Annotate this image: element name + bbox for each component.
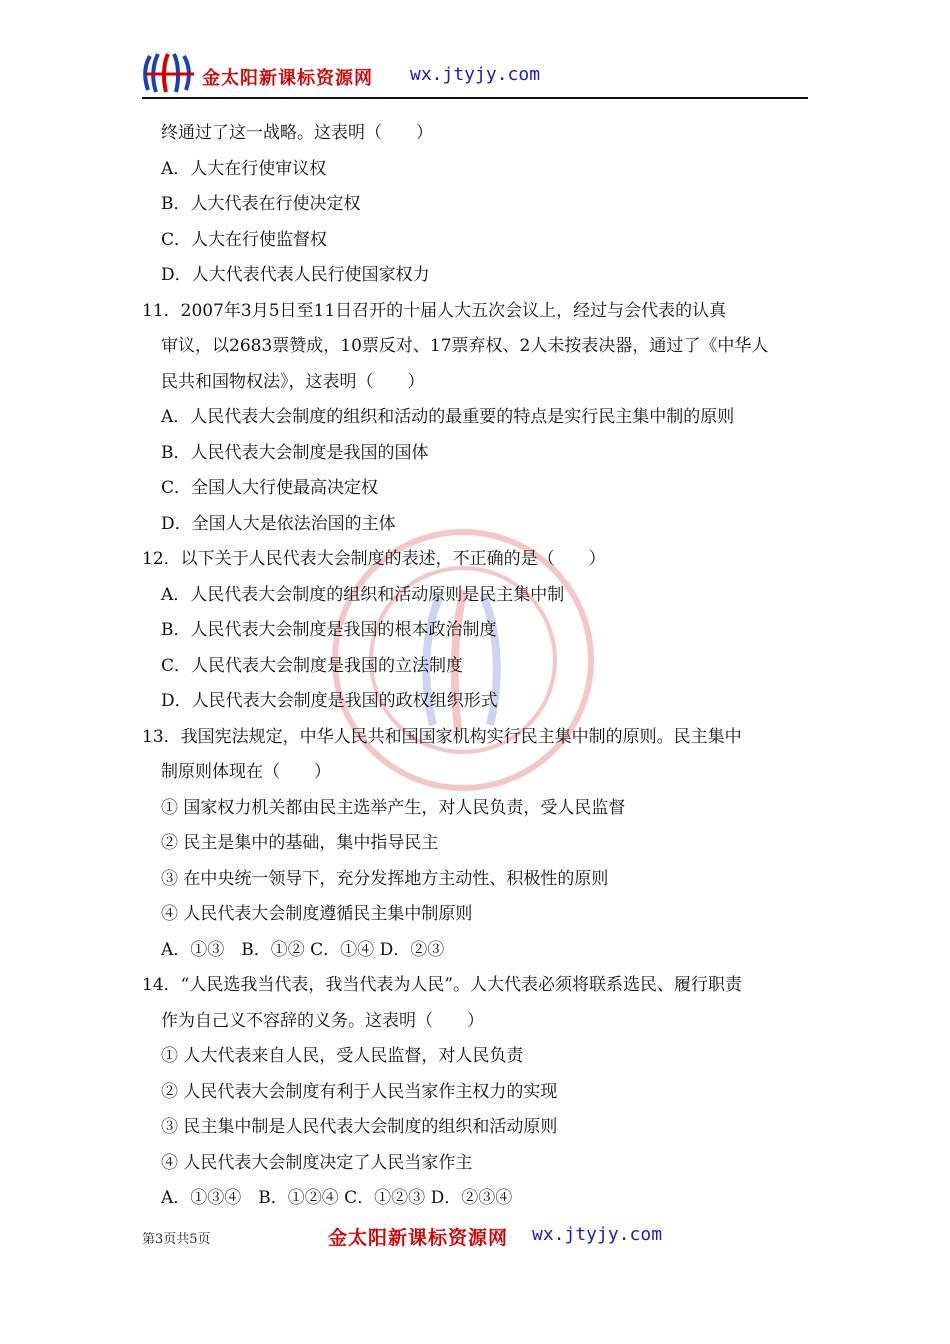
statement-line: ④ 人民代表大会制度遵循民主集中制原则 xyxy=(161,904,473,924)
option-line: D．人民代表大会制度是我国的政权组织形式 xyxy=(161,691,498,711)
option-line: A．①③ B．①② C．①④ D．②③ xyxy=(161,939,445,960)
text-line: 制原则体现在（ ） xyxy=(161,762,331,782)
option-line: A．人大在行使审议权 xyxy=(161,158,327,179)
option-line: B．人大代表在行使决定权 xyxy=(161,194,361,214)
question-line: 13．我国宪法规定，中华人民共和国国家机构实行民主集中制的原则。民主集中 xyxy=(142,726,742,747)
statement-line: ④ 人民代表大会制度决定了人民当家作主 xyxy=(161,1152,473,1173)
option-line: C．人大在行使监督权 xyxy=(161,229,328,250)
header-divider xyxy=(142,97,808,99)
document-body xyxy=(142,116,812,1217)
text-line: 终通过了这一战略。这表明（ ） xyxy=(161,123,433,143)
statement-line: ② 民主是集中的基础，集中指导民主 xyxy=(161,833,439,853)
statement-line: ② 人民代表大会制度有利于人民当家作主权力的实现 xyxy=(161,1081,558,1102)
option-line: A．人民代表大会制度的组织和活动原则是民主集中制 xyxy=(161,584,565,605)
statement-line: ① 人大代表来自人民，受人民监督，对人民负责 xyxy=(161,1046,524,1066)
statement-line: ① 国家权力机关都由民主选举产生，对人民负责，受人民监督 xyxy=(161,797,626,818)
question-line: 12．以下关于人民代表大会制度的表述，不正确的是（ ） xyxy=(142,549,606,569)
text-line: 作为自己义不容辞的义务。这表明（ ） xyxy=(161,1010,484,1031)
text-line: 审议，以2683票赞成，10票反对、17票弃权、2人未按表决器，通过了《中华人 xyxy=(161,336,769,356)
header-url[interactable]: wx.jtyjy.com xyxy=(410,64,541,85)
header-brand: 金太阳新课标资源网 xyxy=(202,68,373,89)
statement-line: ③ 民主集中制是人民代表大会制度的组织和活动原则 xyxy=(161,1117,558,1137)
question-line: 14．“人民选我当代表，我当代表为人民”。人大代表必须将联系选民、履行职责 xyxy=(142,975,743,995)
page-header xyxy=(142,50,808,98)
footer-url[interactable]: wx.jtyjy.com xyxy=(532,1224,663,1245)
option-line: D．人大代表代表人民行使国家权力 xyxy=(161,265,430,285)
option-line: B．人民代表大会制度是我国的国体 xyxy=(161,442,429,463)
question-line: 11．2007年3月5日至11日召开的十届人大五次会议上，经过与会代表的认真 xyxy=(142,300,727,321)
option-line: D．全国人大是依法治国的主体 xyxy=(161,513,396,534)
logo-icon xyxy=(142,50,198,96)
text-line: 民共和国物权法》，这表明（ ） xyxy=(161,371,425,392)
statement-line: ③ 在中央统一领导下，充分发挥地方主动性、积极性的原则 xyxy=(161,868,609,889)
option-line: B．人民代表大会制度是我国的根本政治制度 xyxy=(161,620,497,640)
option-line: C．人民代表大会制度是我国的立法制度 xyxy=(161,655,464,676)
footer-brand: 金太阳新课标资源网 xyxy=(328,1227,509,1249)
option-line: A．人民代表大会制度的组织和活动的最重要的特点是实行民主集中制的原则 xyxy=(161,407,735,427)
page-number: 第3页共5页 xyxy=(142,1232,211,1247)
option-line: A．①③④ B．①②④ C．①②③ D．②③④ xyxy=(161,1188,513,1208)
option-line: C．全国人大行使最高决定权 xyxy=(161,478,379,498)
